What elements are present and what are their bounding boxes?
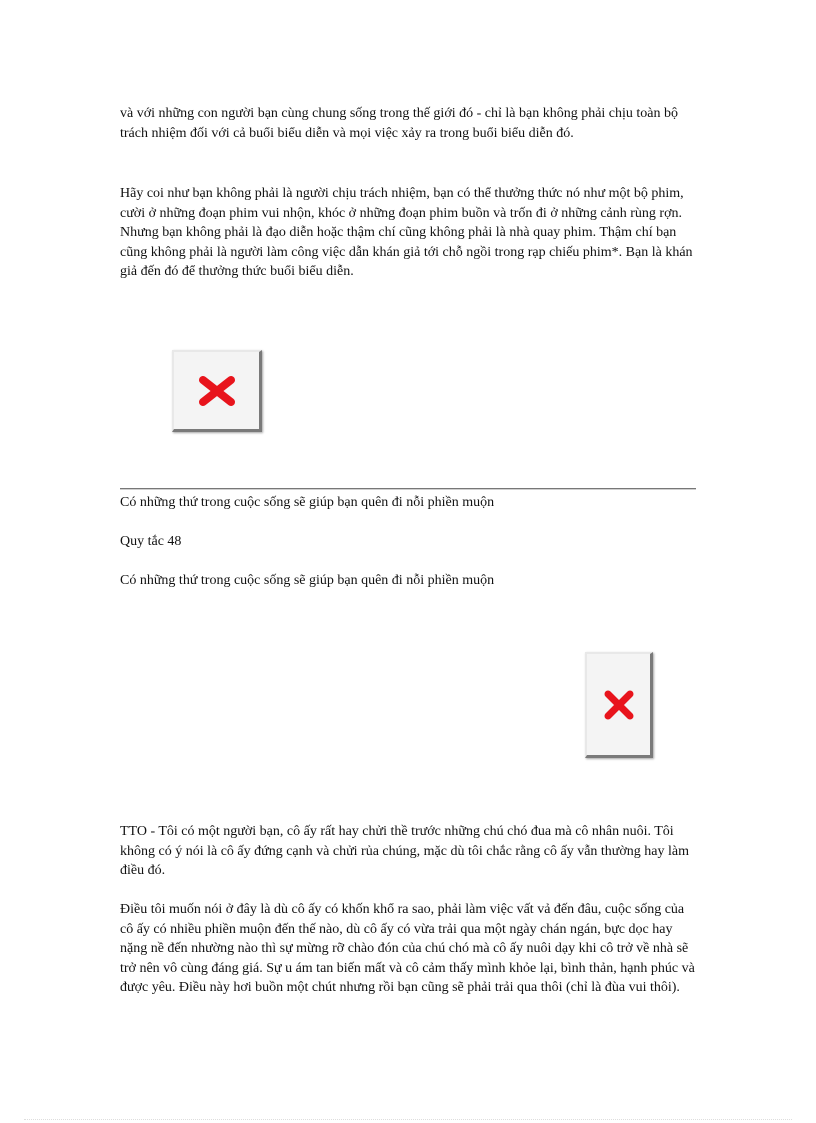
red-x-icon: [602, 688, 636, 722]
paragraph-conclusion: Điều tôi muốn nói ở đây là dù cô ấy có khốn khổ ra sao, phải làm việc vất vả đến đâu, cuộc sống của cô ấy có nhiều phiền muộn đến thế nào, dù cô ấy có vừa trải qua một ngày chán ngán, bực dọc hay nặng nề đến nhường nào thì sự mừng rỡ chào đón của chú chó mà cô ấy nuôi dạy khi cô trở về nhà sẽ trở nên vô cùng đáng giá. Sự u ám tan biến mất và cô cảm thấy mình khỏe lại, bình thản, hạnh phúc và được yêu. Điều này hơi buồn một chút nhưng rồi bạn cũng sẽ phải trải qua thôi (chỉ là đùa vui thôi).: [120, 902, 695, 996]
paragraph-2: Hãy coi như bạn không phải là người chịu trách nhiệm, bạn có thể thưởng thức nó như một bộ phim, cười ở những đoạn phim vui nhộn, khóc ở những đoạn phim buồn và trốn đi ở những cảnh rùng rợn. Nhưng bạn không phải là đạo diễn hoặc thậm chí cũng không phải là nhà quay phim. Thậm chí bạn cũng không phải là người làm công việc dẫn khán giả tới chỗ ngồi trong rạp chiếu phim*. Bạn là khán giả đến đó để thưởng thức buổi biểu diễn.: [120, 186, 693, 280]
broken-image-icon: [585, 652, 653, 758]
paragraph-1: và với những con người bạn cùng chung sống trong thế giới đó - chỉ là bạn không phải chịu toàn bộ trách nhiệm đối với cả buổi biểu diễn và mọi việc xảy ra trong buổi biểu diễn đó.: [120, 106, 679, 141]
red-x-icon: [197, 374, 237, 408]
article-link-title: Có những thứ trong cuộc sống sẽ giúp bạn quên đi nỗi phiền muộn: [120, 495, 495, 510]
horizontal-divider: [120, 488, 696, 490]
rule-heading: Quy tắc 48: [120, 534, 182, 549]
page-bottom-border: [24, 1119, 792, 1120]
paragraph-tto-intro: TTO - Tôi có một người bạn, cô ấy rất hay chửi thề trước những chú chó đua mà cô nhân nuôi. Tôi không có ý nói là cô ấy đứng cạnh và chửi rủa chúng, mặc dù tôi chắc rằng cô ấy vẫn thường hay làm điều đó.: [120, 824, 689, 879]
broken-image-icon: [172, 350, 262, 432]
article-title: Có những thứ trong cuộc sống sẽ giúp bạn quên đi nỗi phiền muộn: [120, 573, 495, 588]
